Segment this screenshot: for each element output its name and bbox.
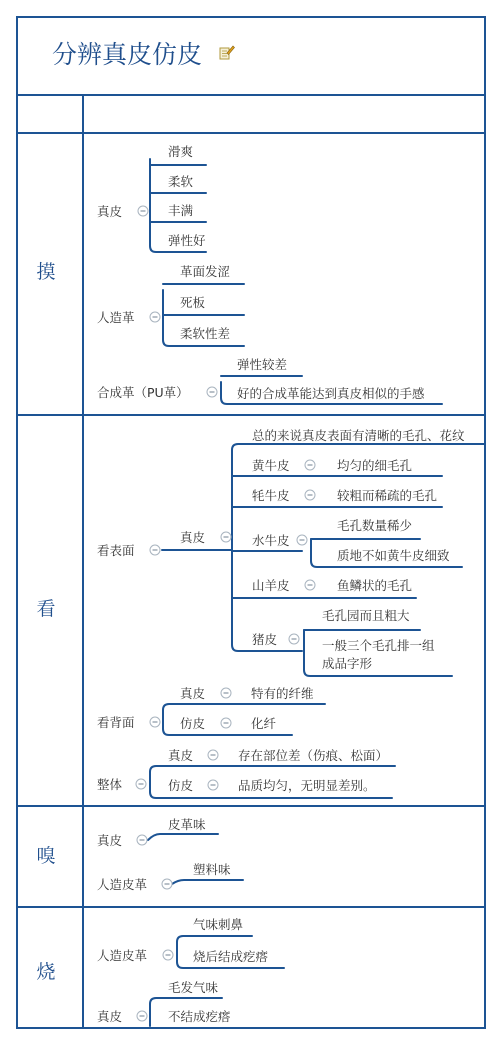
collapse-toggle-icon[interactable]: [136, 779, 146, 789]
connector-line: [150, 766, 395, 772]
collapse-toggle-icon[interactable]: [138, 206, 148, 216]
look-surface-genuine: 真皮: [180, 530, 206, 545]
outer-frame: [17, 17, 485, 1028]
touch-artificial-label: 人造革: [97, 310, 135, 325]
touch-artificial-item: 柔软性差: [180, 326, 231, 341]
leather-type-value: 毛孔数量稀少: [337, 518, 413, 533]
look-back-type: 仿皮: [180, 716, 206, 731]
touch-genuine-item: 滑爽: [168, 144, 194, 159]
collapse-toggle-icon[interactable]: [208, 780, 218, 790]
collapse-toggle-icon[interactable]: [150, 312, 160, 322]
collapse-toggle-icon[interactable]: [305, 490, 315, 500]
touch-genuine-item: 丰满: [168, 203, 194, 218]
collapse-toggle-icon[interactable]: [162, 879, 172, 889]
category-look: 看: [36, 598, 56, 620]
leather-type-value: 毛孔园而且粗大: [322, 608, 410, 623]
look-back-value: 化纤: [251, 716, 277, 731]
look-back-value: 特有的纤维: [251, 686, 314, 701]
collapse-toggle-icon[interactable]: [137, 1011, 147, 1021]
collapse-toggle-icon[interactable]: [221, 688, 231, 698]
look-overall-value: 存在部位差（伤痕、松面）: [238, 748, 389, 763]
edit-note-icon: [220, 46, 235, 59]
collapse-toggle-icon[interactable]: [289, 634, 299, 644]
collapse-toggle-icon[interactable]: [208, 750, 218, 760]
burn-branch: [97, 917, 284, 1026]
collapse-toggle-icon[interactable]: [221, 532, 231, 542]
collapse-toggle-icon[interactable]: [297, 535, 307, 545]
touch-synthetic-item: 弹性较差: [237, 357, 288, 372]
leather-type-value: 质地不如黄牛皮细致: [337, 548, 450, 563]
touch-genuine-item: 柔软: [168, 174, 194, 189]
look-surface-summary: 总的来说真皮表面有清晰的毛孔、花纹: [252, 428, 465, 443]
connector-line: [177, 936, 252, 942]
burn-genuine-item: 不结成疙瘩: [168, 1009, 231, 1024]
look-overall-type: 真皮: [168, 748, 194, 763]
burn-artificial-label: 人造皮革: [97, 948, 148, 963]
smell-branch: [97, 817, 243, 892]
connector-line: [150, 998, 222, 1004]
touch-synthetic-item: 好的合成革能达到真皮相似的手感: [237, 386, 425, 401]
touch-genuine-label: 真皮: [97, 204, 123, 219]
leather-type-value: 较粗而稀疏的毛孔: [337, 488, 438, 503]
touch-artificial-item: 革面发涩: [180, 264, 231, 279]
collapse-toggle-icon[interactable]: [221, 718, 231, 728]
leather-type-label: 水牛皮: [252, 533, 290, 548]
collapse-toggle-icon[interactable]: [163, 950, 173, 960]
collapse-toggle-icon[interactable]: [305, 460, 315, 470]
touch-artificial-item: 死板: [180, 295, 206, 310]
look-back-type: 真皮: [180, 686, 206, 701]
smell-genuine-label: 真皮: [97, 833, 123, 848]
connector-line: [172, 880, 243, 884]
look-overall-value: 品质均匀，无明显差别。: [238, 778, 376, 793]
burn-genuine-item: 毛发气味: [168, 980, 219, 995]
look-surface-label: 看表面: [97, 543, 135, 558]
collapse-toggle-icon[interactable]: [150, 545, 160, 555]
smell-artificial-label: 人造皮革: [97, 877, 148, 892]
look-back-label: 看背面: [97, 715, 135, 730]
touch-synthetic-label: 合成革（PU革）: [97, 385, 189, 400]
category-smell: 嗅: [36, 845, 56, 867]
collapse-toggle-icon[interactable]: [207, 387, 217, 397]
touch-branch: [97, 144, 442, 404]
collapse-toggle-icon[interactable]: [137, 835, 147, 845]
leather-type-value: 一般三个毛孔排一组: [322, 638, 435, 653]
leather-type-value: 均匀的细毛孔: [337, 458, 413, 473]
look-overall-label: 整体: [97, 777, 123, 792]
touch-genuine-item: 弹性好: [168, 233, 206, 248]
category-touch: 摸: [36, 261, 56, 283]
smell-genuine-item: 皮革味: [168, 817, 206, 832]
collapse-toggle-icon[interactable]: [150, 717, 160, 727]
connector-line: [148, 834, 218, 840]
category-burn: 烧: [36, 961, 56, 983]
burn-genuine-label: 真皮: [97, 1009, 123, 1024]
leather-type-label: 猪皮: [252, 632, 278, 647]
connector-line: [163, 704, 325, 710]
leather-type-label: 黄牛皮: [252, 458, 290, 473]
leather-type-value: 鱼鳞状的毛孔: [337, 578, 413, 593]
look-branch: [97, 428, 484, 798]
burn-artificial-item: 气味刺鼻: [193, 917, 244, 932]
leather-type-label: 山羊皮: [252, 578, 290, 593]
leather-type-label: 牦牛皮: [252, 488, 290, 503]
page-title: 分辨真皮仿皮: [52, 40, 203, 69]
leather-type-value: 成品字形: [322, 656, 373, 671]
burn-artificial-item: 烧后结成疙瘩: [193, 949, 269, 964]
look-overall-type: 仿皮: [168, 778, 194, 793]
collapse-toggle-icon[interactable]: [305, 580, 315, 590]
smell-artificial-item: 塑料味: [193, 862, 231, 877]
